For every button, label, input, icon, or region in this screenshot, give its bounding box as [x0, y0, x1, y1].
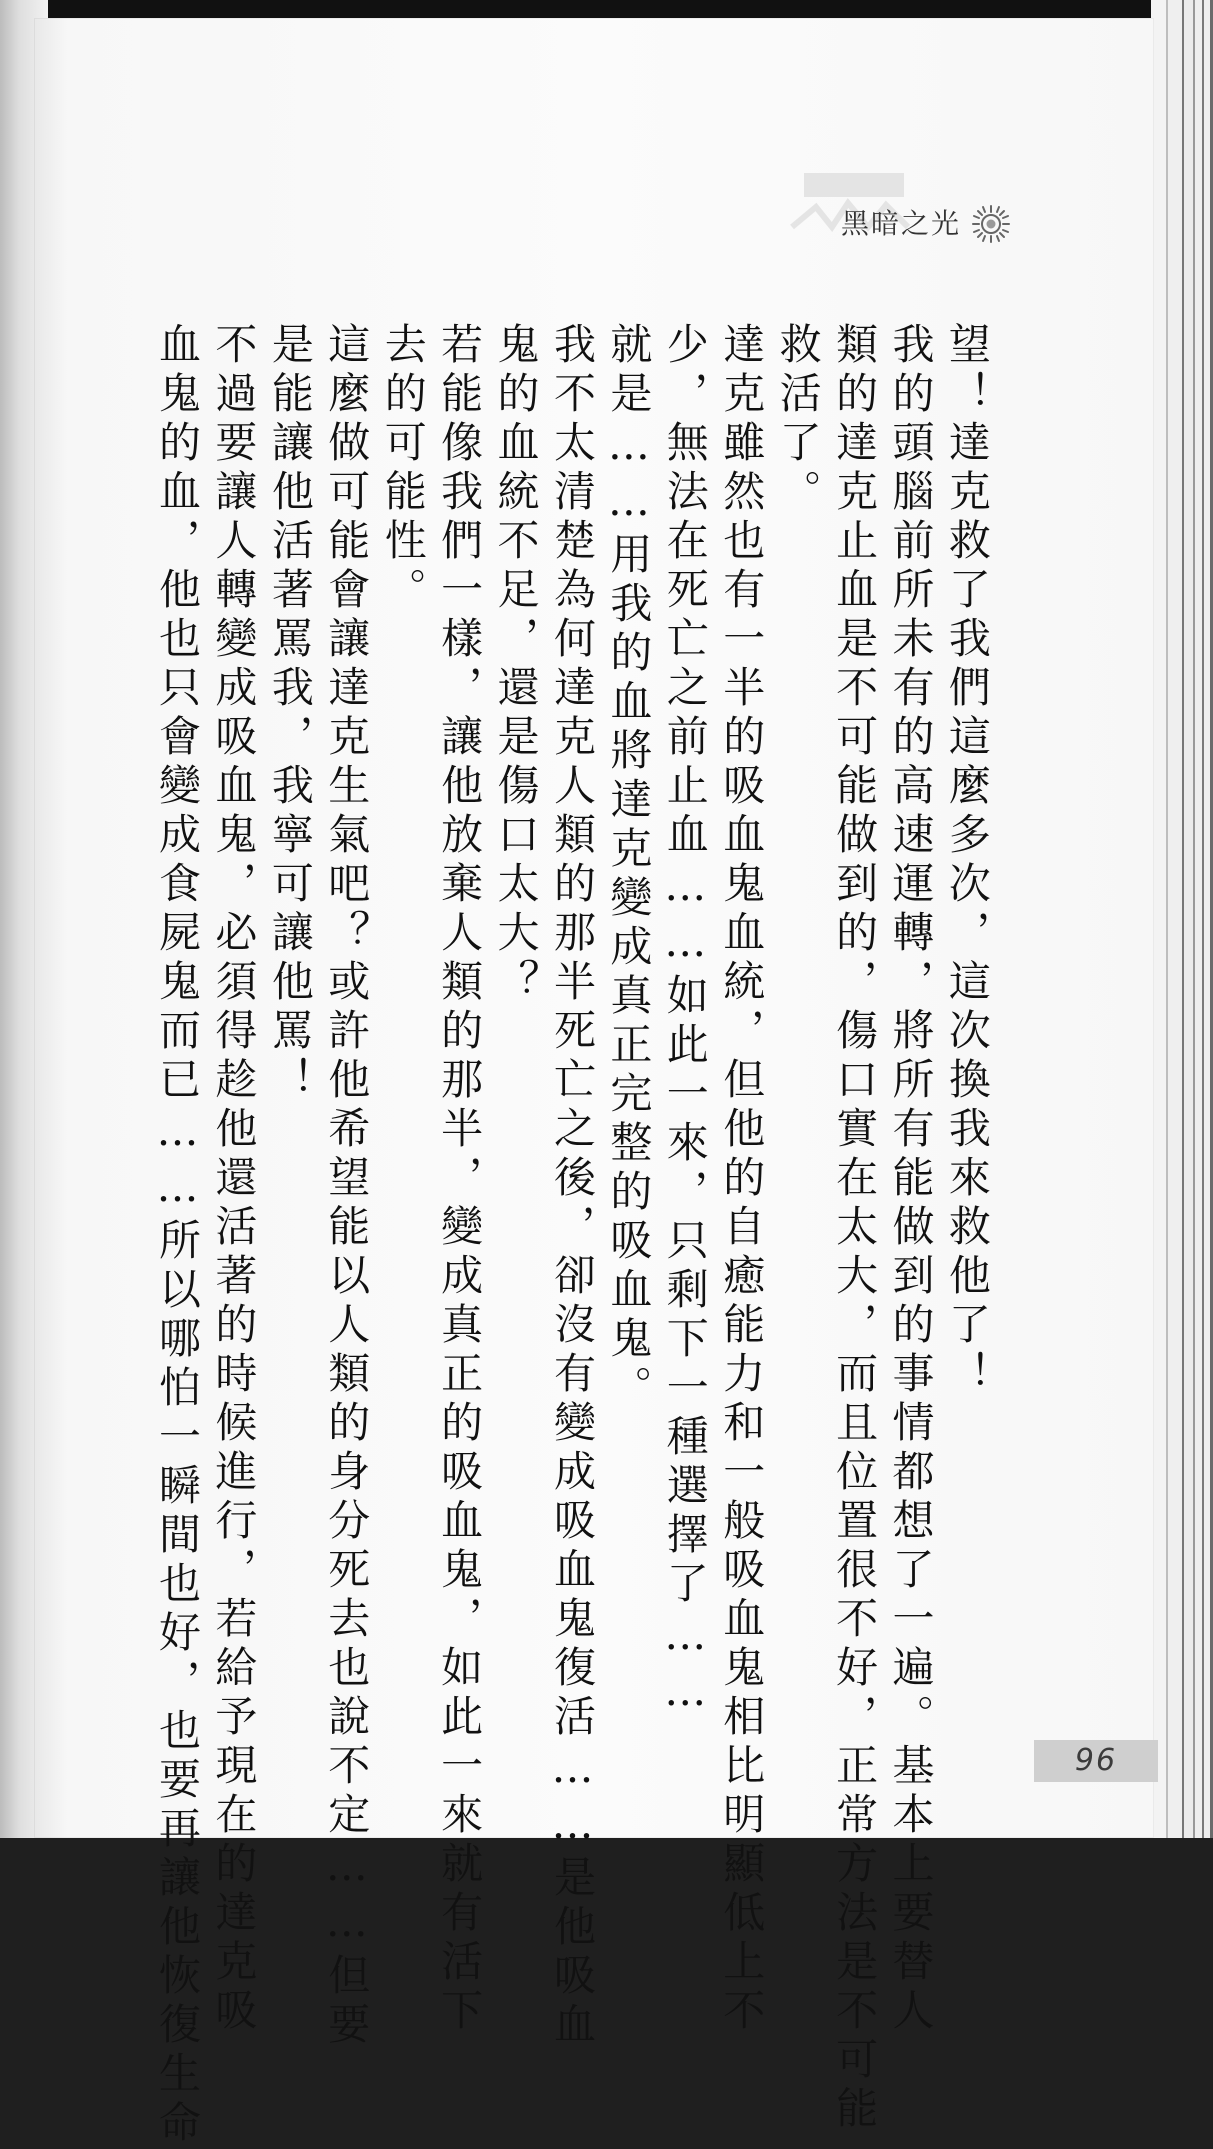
text-column-7: 就是……用我的血將達克變成真正完整的吸血鬼。 — [604, 322, 654, 1414]
text-column-10: 若能像我們一樣，讓他放棄人類的那半，變成真正的吸血鬼，如此一來就有活下 — [435, 322, 485, 2037]
running-header — [841, 204, 1011, 244]
text-column-14: 不過要讓人轉變成吸血鬼，必須得趁他還活著的時候進行，若給予現在的達克吸 — [209, 322, 259, 2037]
text-column-5: 達克雖然也有一半的吸血鬼血統，但他的自癒能力和一般吸血鬼相比明顯低上不 — [717, 322, 767, 2037]
text-column-11: 去的可能性。 — [378, 322, 428, 616]
sun-ornament-icon — [971, 204, 1011, 244]
page-stack-edge — [1151, 0, 1213, 1838]
page-number: 96 — [1074, 1743, 1118, 1778]
text-column-12: 這麼做可能會讓達克生氣吧？或許他希望能以人類的身分死去也說不定……但要 — [322, 322, 372, 2051]
vertical-body-text — [153, 322, 992, 2149]
text-column-1: 望！達克救了我們這麼多次，這次換我來救他了！ — [942, 322, 992, 1400]
page-number-box — [1034, 1740, 1158, 1782]
book-title: 黑暗之光 — [840, 207, 961, 240]
text-column-15: 血鬼的血，他也只會變成食屍鬼而已……所以哪怕一瞬間也好，也要再讓他恢復生命 — [153, 322, 202, 2149]
text-column-9: 鬼的血統不足，還是傷口太大？ — [491, 322, 541, 1008]
text-column-2: 我的頭腦前所未有的高速運轉，將所有能做到的事情都想了一遍。基本上要替人 — [886, 322, 936, 2037]
text-column-6: 少，無法在死亡之前止血……如此一來，只剩下一種選擇了…… — [660, 322, 710, 1722]
text-column-13: 是能讓他活著罵我，我寧可讓他罵！ — [265, 322, 315, 1106]
text-column-8: 我不太清楚為何達克人類的那半死亡之後，卻沒有變成吸血鬼復活……是他吸血 — [547, 322, 597, 2051]
text-column-3: 類的達克止血是不可能做到的，傷口實在太大，而且位置很不好，正常方法是不可能 — [830, 322, 880, 2135]
book-page — [34, 18, 1154, 2149]
text-column-4: 救活了。 — [773, 322, 823, 518]
